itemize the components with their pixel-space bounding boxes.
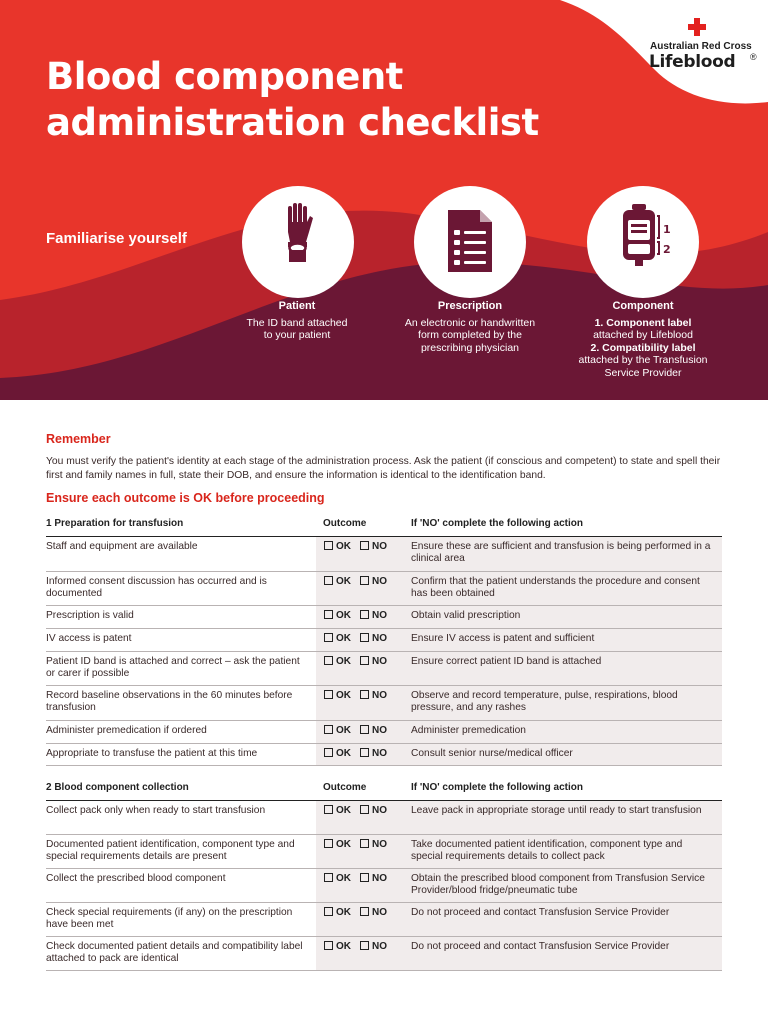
ok-option[interactable] <box>324 748 351 759</box>
ok-checkbox[interactable] <box>324 541 333 550</box>
no-option[interactable] <box>360 541 387 552</box>
required-action: Observe and record temperature, pulse, respirations, blood pressure, and any rashes <box>411 690 678 713</box>
page-title <box>46 54 539 146</box>
brand-line-2: Lifeblood <box>649 52 736 72</box>
checklist-item: Record baseline observations in the 60 minutes before transfusion <box>46 690 293 713</box>
blood-pack-icon <box>587 186 699 298</box>
prescription-desc-line: prescribing physician <box>420 341 520 354</box>
patient-card-circle <box>242 186 354 298</box>
no-checkbox[interactable] <box>360 907 369 916</box>
patient-heading: Patient <box>278 300 316 312</box>
checklist-item: Informed consent discussion has occurred and is documented <box>46 576 267 599</box>
component-desc-line: 1. Component label <box>594 316 692 329</box>
prescription-card-text <box>385 300 555 354</box>
checklist-item: Check special requirements (if any) on the prescription have been met <box>46 907 293 930</box>
pack-label-2: 2 <box>663 243 671 256</box>
ok-label: OK <box>336 839 351 850</box>
ok-option[interactable] <box>324 633 351 644</box>
no-label: NO <box>372 941 387 952</box>
outcome-options <box>324 690 396 701</box>
required-action: Obtain valid prescription <box>411 610 521 621</box>
ok-option[interactable] <box>324 690 351 701</box>
no-checkbox[interactable] <box>360 805 369 814</box>
required-action: Ensure these are sufficient and transfusion is being performed in a clinical area <box>411 541 711 564</box>
ok-checkbox[interactable] <box>324 941 333 950</box>
ok-checkbox[interactable] <box>324 610 333 619</box>
id-band-hand-icon <box>242 186 354 298</box>
no-checkbox[interactable] <box>360 610 369 619</box>
checklist-row <box>46 721 722 744</box>
outcome-options <box>324 873 396 884</box>
lifeblood-logo <box>640 14 760 74</box>
checklist-row <box>46 629 722 652</box>
no-label: NO <box>372 656 387 667</box>
no-label: NO <box>372 610 387 621</box>
prescription-document-icon <box>414 186 526 298</box>
checklist-item: Patient ID band is attached and correct – ask the patient or carer if possible <box>46 656 300 679</box>
checklist-row <box>46 744 722 766</box>
no-label: NO <box>372 541 387 552</box>
ok-checkbox[interactable] <box>324 907 333 916</box>
outcome-options <box>324 610 396 621</box>
section-header <box>46 515 722 537</box>
no-checkbox[interactable] <box>360 725 369 734</box>
ensure-heading: Ensure each outcome is OK before proceeding <box>46 491 325 505</box>
registered-mark: ® <box>750 52 757 62</box>
checklist-item: Check documented patient details and compatibility label attached to pack are identical <box>46 941 303 964</box>
no-checkbox[interactable] <box>360 633 369 642</box>
checklist-item: IV access is patent <box>46 633 132 644</box>
no-option[interactable] <box>360 656 387 667</box>
checklist-item: Documented patient identification, component type and special requirements details are present <box>46 839 295 862</box>
required-action: Ensure correct patient ID band is attached <box>411 656 602 667</box>
ok-option[interactable] <box>324 907 351 918</box>
ok-checkbox[interactable] <box>324 805 333 814</box>
ok-checkbox[interactable] <box>324 725 333 734</box>
no-option[interactable] <box>360 941 387 952</box>
outcome-options <box>324 748 396 759</box>
outcome-options <box>324 541 396 552</box>
ok-checkbox[interactable] <box>324 656 333 665</box>
checklist-row <box>46 537 722 572</box>
no-checkbox[interactable] <box>360 541 369 550</box>
no-label: NO <box>372 805 387 816</box>
component-desc-line: attached by the Transfusion <box>578 354 708 366</box>
required-action: Administer premedication <box>411 725 526 736</box>
ok-option[interactable] <box>324 656 351 667</box>
ok-option[interactable] <box>324 941 351 952</box>
outcome-options <box>324 907 396 918</box>
checklist-item: Collect pack only when ready to start transfusion <box>46 805 266 816</box>
ok-label: OK <box>336 725 351 736</box>
component-desc-line: 2. Compatibility label <box>590 341 696 354</box>
ok-label: OK <box>336 690 351 701</box>
action-header: If 'NO' complete the following action <box>411 518 583 529</box>
ok-label: OK <box>336 610 351 621</box>
no-option[interactable] <box>360 690 387 701</box>
prescription-card-circle <box>414 186 526 298</box>
ok-checkbox[interactable] <box>324 748 333 757</box>
section-collection <box>46 779 722 971</box>
patient-desc-line: The ID band attached <box>246 316 348 329</box>
checklist-item: Administer premedication if ordered <box>46 725 207 736</box>
required-action: Do not proceed and contact Transfusion Service Provider <box>411 907 670 918</box>
no-option[interactable] <box>360 576 387 587</box>
ok-checkbox[interactable] <box>324 839 333 848</box>
ok-option[interactable] <box>324 873 351 884</box>
checklist-item: Collect the prescribed blood component <box>46 873 226 884</box>
required-action: Do not proceed and contact Transfusion Service Provider <box>411 941 670 952</box>
no-label: NO <box>372 690 387 701</box>
brand-line-1: Australian Red Cross <box>650 41 752 52</box>
component-card-text <box>558 300 728 379</box>
no-option[interactable] <box>360 633 387 644</box>
outcome-options <box>324 725 396 736</box>
no-checkbox[interactable] <box>360 748 369 757</box>
checklist-item: Prescription is valid <box>46 610 134 621</box>
checklist-row <box>46 572 722 606</box>
ok-checkbox[interactable] <box>324 576 333 585</box>
outcome-header: Outcome <box>323 518 367 529</box>
ok-option[interactable] <box>324 725 351 736</box>
outcome-options <box>324 805 396 816</box>
no-label: NO <box>372 633 387 644</box>
checklist-row <box>46 835 722 869</box>
no-option[interactable] <box>360 748 387 759</box>
no-label: NO <box>372 576 387 587</box>
familiarise-heading: Familiarise yourself <box>46 230 187 247</box>
checklist-row <box>46 937 722 971</box>
no-checkbox[interactable] <box>360 941 369 950</box>
checklist-row <box>46 652 722 686</box>
required-action: Confirm that the patient understands the procedure and consent has been obtained <box>411 576 700 599</box>
ok-option[interactable] <box>324 610 351 621</box>
checklist-item: Appropriate to transfuse the patient at this time <box>46 748 258 759</box>
ok-option[interactable] <box>324 839 351 850</box>
no-checkbox[interactable] <box>360 690 369 699</box>
section-title: 1 Preparation for transfusion <box>46 518 184 529</box>
pack-label-1: 1 <box>663 223 671 236</box>
no-checkbox[interactable] <box>360 839 369 848</box>
ok-label: OK <box>336 656 351 667</box>
no-option[interactable] <box>360 805 387 816</box>
checklist-row <box>46 869 722 903</box>
prescription-desc-line: An electronic or handwritten <box>404 316 536 329</box>
required-action: Obtain the prescribed blood component from Transfusion Service Provider/blood fridge/pneumatic tube <box>411 873 705 896</box>
component-desc-line: attached by Lifeblood <box>593 329 693 341</box>
outcome-options <box>324 633 396 644</box>
outcome-options <box>324 941 396 952</box>
section-rows <box>46 537 722 766</box>
section-rows <box>46 801 722 971</box>
no-checkbox[interactable] <box>360 656 369 665</box>
ok-label: OK <box>336 633 351 644</box>
checklist-row <box>46 903 722 937</box>
ok-option[interactable] <box>324 576 351 587</box>
remember-text: You must verify the patient's identity at each stage of the administration process. Ask the patient (if conscious and competent) to state and spell their first and family names in full, state their DOB, and ensure the information is identical to the identification band. <box>46 456 721 481</box>
ok-label: OK <box>336 941 351 952</box>
hero-banner <box>0 0 768 400</box>
ok-option[interactable] <box>324 541 351 552</box>
checklist-row <box>46 686 722 721</box>
prescription-desc-line: form completed by the <box>418 329 522 341</box>
component-desc-line: Service Provider <box>604 366 682 379</box>
action-header: If 'NO' complete the following action <box>411 782 583 793</box>
title-line-1: Blood component <box>46 55 403 98</box>
no-checkbox[interactable] <box>360 576 369 585</box>
section-header <box>46 779 722 801</box>
no-label: NO <box>372 725 387 736</box>
outcome-options <box>324 839 396 850</box>
outcome-options <box>324 576 396 587</box>
ok-option[interactable] <box>324 805 351 816</box>
required-action: Consult senior nurse/medical officer <box>411 748 573 759</box>
section-preparation <box>46 515 722 766</box>
no-checkbox[interactable] <box>360 873 369 882</box>
no-option[interactable] <box>360 907 387 918</box>
patient-card-text <box>212 300 382 342</box>
prescription-heading: Prescription <box>437 300 503 312</box>
no-option[interactable] <box>360 610 387 621</box>
ok-checkbox[interactable] <box>324 873 333 882</box>
ok-label: OK <box>336 576 351 587</box>
ok-label: OK <box>336 748 351 759</box>
checklist-item: Staff and equipment are available <box>46 541 198 552</box>
no-label: NO <box>372 748 387 759</box>
component-card-circle <box>587 186 699 298</box>
red-cross-icon <box>688 18 706 36</box>
ok-label: OK <box>336 541 351 552</box>
ok-checkbox[interactable] <box>324 633 333 642</box>
remember-heading: Remember <box>46 432 111 446</box>
ok-label: OK <box>336 805 351 816</box>
ok-checkbox[interactable] <box>324 690 333 699</box>
no-option[interactable] <box>360 725 387 736</box>
component-heading: Component <box>612 300 674 312</box>
outcome-options <box>324 656 396 667</box>
section-title: 2 Blood component collection <box>46 782 189 793</box>
no-option[interactable] <box>360 839 387 850</box>
patient-desc-line: to your patient <box>263 329 331 341</box>
required-action: Ensure IV access is patent and sufficient <box>411 633 595 644</box>
title-line-2: administration checklist <box>46 101 539 144</box>
no-label: NO <box>372 839 387 850</box>
ok-label: OK <box>336 873 351 884</box>
required-action: Take documented patient identification, component type and special requirements details to collect pack <box>411 839 683 862</box>
outcome-header: Outcome <box>323 782 367 793</box>
no-label: NO <box>372 873 387 884</box>
no-option[interactable] <box>360 873 387 884</box>
required-action: Leave pack in appropriate storage until ready to start transfusion <box>411 805 702 816</box>
no-label: NO <box>372 907 387 918</box>
checklist-row <box>46 801 722 835</box>
checklist-row <box>46 606 722 629</box>
ok-label: OK <box>336 907 351 918</box>
